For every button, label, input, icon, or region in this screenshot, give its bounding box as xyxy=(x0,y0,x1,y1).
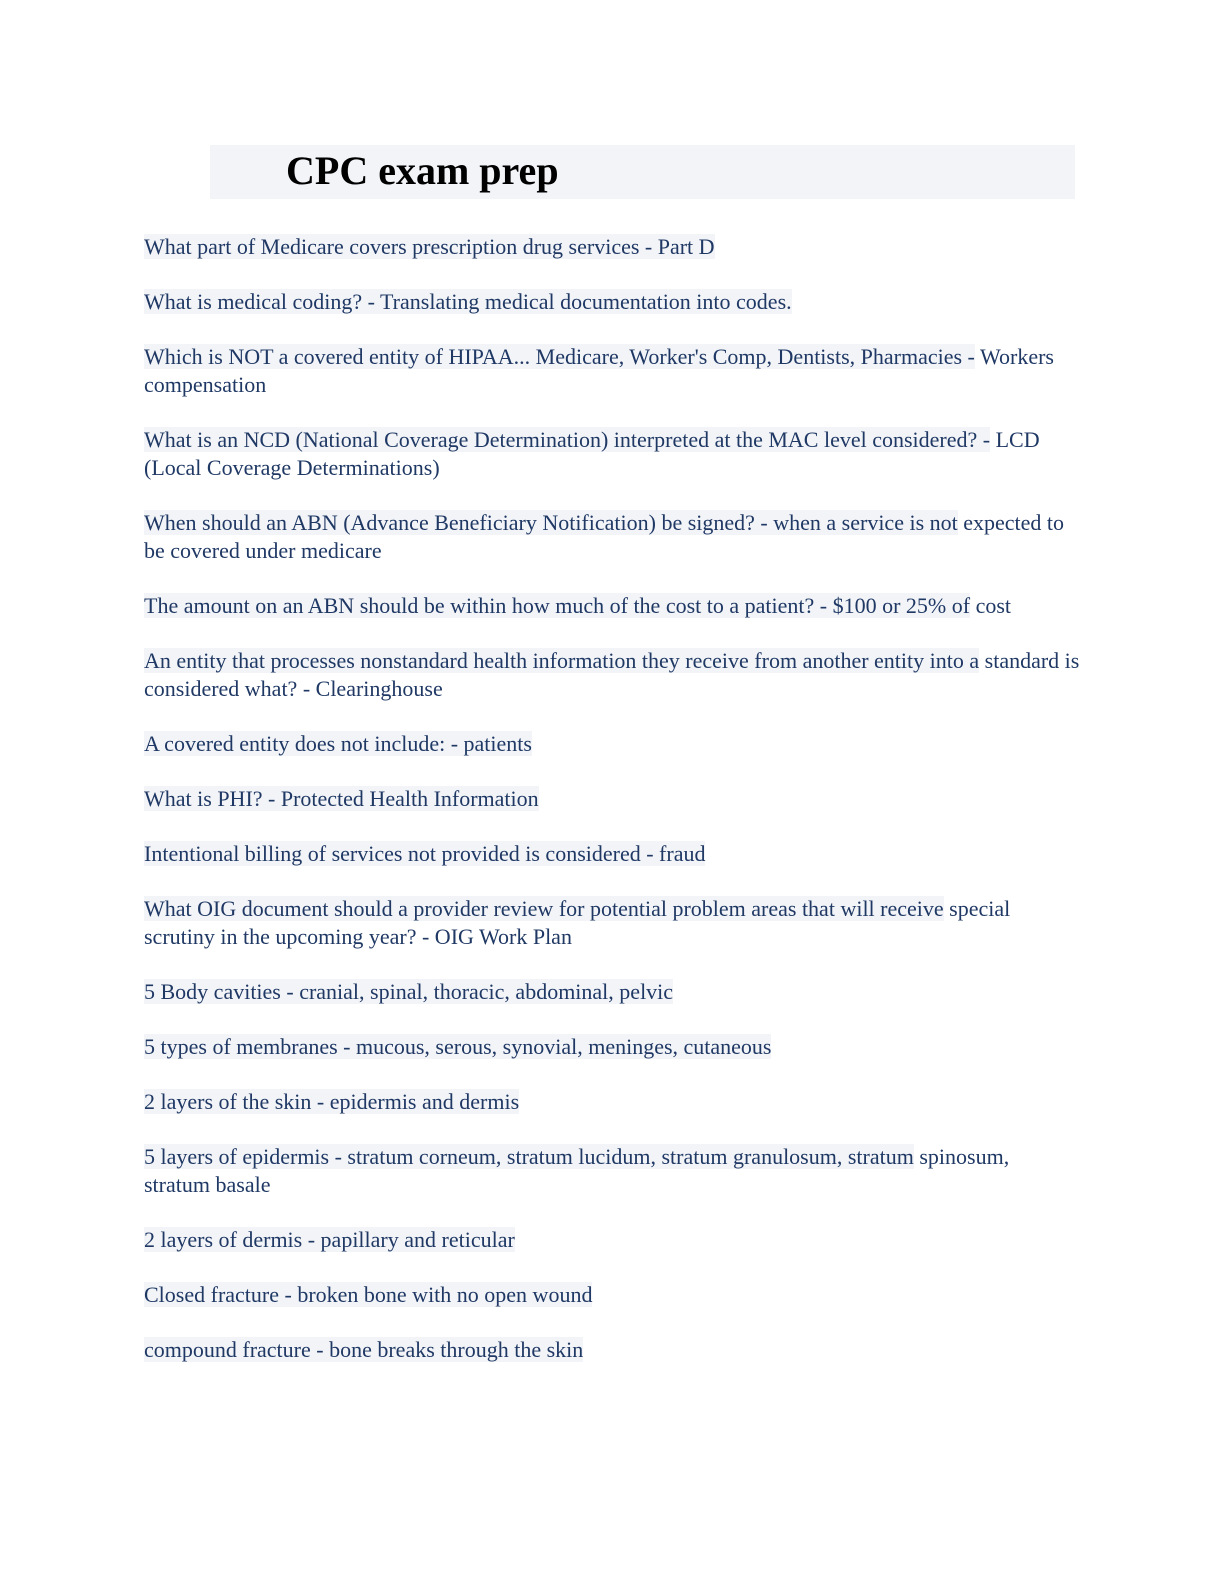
qa-highlight: What part of Medicare covers prescription drug services - Part D xyxy=(144,234,715,259)
qa-item xyxy=(144,288,1080,316)
qa-item xyxy=(144,592,1080,620)
qa-item xyxy=(144,1088,1080,1116)
qa-highlight: 5 layers of epidermis - stratum corneum, stratum lucidum, stratum granulosum, stratum xyxy=(144,1144,914,1169)
qa-item xyxy=(144,1226,1080,1254)
qa-item xyxy=(144,978,1080,1006)
qa-highlight: Intentional billing of services not provided is considered - fraud xyxy=(144,841,706,866)
qa-highlight: The amount on an ABN should be within how much of the cost to a patient? - $100 or 25% of xyxy=(144,593,971,618)
qa-item xyxy=(144,1143,1080,1199)
qa-highlight: What is medical coding? - Translating medical documentation into codes. xyxy=(144,289,792,314)
qa-highlight: 5 Body cavities - cranial, spinal, thoracic, abdominal, pelvic xyxy=(144,979,674,1004)
page-title: CPC exam prep xyxy=(286,148,559,193)
qa-rest: Workers compensation xyxy=(144,344,1054,397)
qa-item xyxy=(144,343,1080,399)
title-highlight-block xyxy=(210,145,1075,199)
qa-highlight: What OIG document should a provider review for potential problem areas that will receive xyxy=(144,896,944,921)
qa-item xyxy=(144,1281,1080,1309)
qa-item xyxy=(144,840,1080,868)
qa-highlight: compound fracture - bone breaks through the skin xyxy=(144,1337,584,1362)
qa-highlight: 2 layers of dermis - papillary and reticular xyxy=(144,1227,515,1252)
qa-item xyxy=(144,730,1080,758)
qa-highlight: 2 layers of the skin - epidermis and dermis xyxy=(144,1089,520,1114)
qa-highlight: What is PHI? - Protected Health Information xyxy=(144,786,539,811)
qa-highlight: A covered entity does not include: - patients xyxy=(144,731,532,756)
qa-highlight: What is an NCD (National Coverage Determination) interpreted at the MAC level considered? - xyxy=(144,427,991,452)
qa-rest: special scrutiny in the upcoming year? - OIG Work Plan xyxy=(144,896,1011,949)
qa-rest: spinosum, stratum basale xyxy=(144,1144,1010,1197)
qa-highlight: Closed fracture - broken bone with no open wound xyxy=(144,1282,593,1307)
qa-highlight: 5 types of membranes - mucous, serous, synovial, meninges, cutaneous xyxy=(144,1034,772,1059)
qa-item xyxy=(144,895,1080,951)
qa-item xyxy=(144,509,1080,565)
qa-highlight: When should an ABN (Advance Beneficiary Notification) be signed? - when a service is not xyxy=(144,510,958,535)
qa-rest: expected to be covered under medicare xyxy=(144,510,1065,563)
qa-rest: cost xyxy=(975,593,1012,618)
qa-item xyxy=(144,426,1080,482)
qa-item xyxy=(144,785,1080,813)
qa-item xyxy=(144,1033,1080,1061)
qa-list xyxy=(144,233,1080,1364)
qa-item xyxy=(144,1336,1080,1364)
qa-highlight: An entity that processes nonstandard health information they receive from another entity into a xyxy=(144,648,980,673)
qa-item xyxy=(144,233,1080,261)
qa-rest: LCD (Local Coverage Determinations) xyxy=(144,427,1040,480)
qa-rest: standard is considered what? - Clearinghouse xyxy=(144,648,1080,701)
qa-highlight: Which is NOT a covered entity of HIPAA... Medicare, Worker's Comp, Dentists, Pharmacies - xyxy=(144,344,975,369)
qa-item xyxy=(144,647,1080,703)
